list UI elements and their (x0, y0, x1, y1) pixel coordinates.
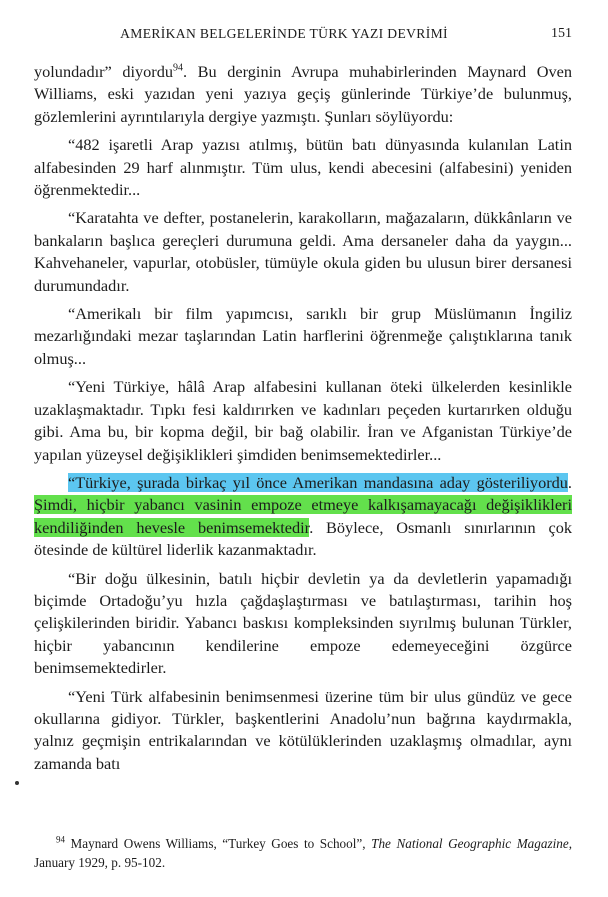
intro-paragraph (34, 61, 572, 128)
quote-paragraph-3: “Amerikalı bir film yapımcısı, sarıklı bir grup Müslümanın İngiliz mezarlığındaki mezar taşlarından Latin harflerini öğrenmeğe çalıştıklarına tanık olmuş... (34, 304, 572, 368)
footnotes (34, 834, 572, 872)
footnote-94 (34, 834, 572, 872)
quote-paragraph-6: “Bir doğu ülkesinin, batılı hiçbir devletin ya da devletlerin yapamadığı biçimde Ortadoğu’yu hızla çağdaşlaştırması ve batılaştırması, tarihin hoş çelişkilerinden biridir. Yabancı baskısı kompleksinden sıyrılmış bulunan Türkler, hiçbir yabancının kendilerine empoze edemeyeceğini özgürce benimsemektedirler. (34, 568, 572, 678)
quote-paragraph-4: “Yeni Türkiye, hâlâ Arap alfabesini kullanan öteki ülkelerden kesinlikle uzaklaşmaktadır. Tıpkı fesi kaldırırken ve kadınları peçeden kurtarırken olduğu gibi. Ama bu, bir kopma değil, bir bağ olabilir. İran ve Afganistan Türkiye’de yapılan yüzeysel değişiklikleri şimdiden benimsemektedirler... (34, 377, 572, 464)
sentence-separator: . (567, 472, 572, 492)
intro-text-continued: . Bu derginin Avrupa muhabirlerinden Maynard Oven Williams, eski yazıdan yeni yazıya geçiş günlerinde Türkiye’de bulunmuş, gözlemlerini ayrıntılarıyla dergiye yazmıştı. Şunları söylüyordu: (34, 62, 572, 126)
footnote-journal-title: The National Geographic Magazine (371, 836, 569, 851)
quote-paragraph-5 (34, 472, 572, 562)
margin-mark (15, 781, 19, 785)
page-header (36, 26, 572, 46)
intro-text: yolundadır” diyordu (34, 62, 174, 81)
highlight-green[interactable]: Şimdi, hiçbir yabancı vasinin empoze etmeye kalkışamayacağı değişiklikleri kendiliğinden hevesle benimsemektedir (34, 495, 572, 537)
highlight-blue[interactable]: “Türkiye, şurada birkaç yıl önce Amerikan mandasına aday gösteriliyordu (68, 472, 568, 492)
footnote-number: 94 (56, 834, 65, 845)
quote-paragraph-2: “Karatahta ve defter, postanelerin, karakolların, mağazaların, dükkânların ve bankaların başlıca gereçleri durumuna geldi. Ama dersaneler daha da yaygın... Kahvehaneler, vapurlar, otobüsler, tümüyle okula giden bu ulusun birer dersanesi durumundadır. (34, 208, 572, 295)
running-head: AMERİKAN BELGELERİNDE TÜRK YAZI DEVRİMİ (120, 26, 448, 41)
footnote-text: Maynard Owens Williams, “Turkey Goes to School”, (65, 836, 372, 851)
footnote-reference[interactable]: 94 (173, 62, 184, 74)
quote-paragraph-1: “482 işaretli Arap yazısı atılmış, bütün batı dünyasında kulanılan Latin alfabesinden 29 harf alınmıştır. Tüm ulus, kendi abecesini (alfabesini) yeniden öğrenmektedir... (34, 135, 572, 200)
quote-paragraph-5-rest: . Böylece, Osmanlı sınırlarının çok ötesinde de kültürel liderlik kazanmaktadır. (34, 517, 573, 560)
body-text (34, 61, 572, 775)
page-number: 151 (551, 26, 572, 41)
footnote-text-end: , January 1929, p. 95-102. (34, 836, 572, 870)
quote-paragraph-7: “Yeni Türk alfabesinin benimsenmesi üzerine tüm bir ulus gündüz ve gece okullarına gidiyor. Türkler, başkentlerini Anadolu’nun bağrına kaydırmakla, yalnız geçmişin entrikalarından ve kötülüklerinden uzaklaşmış olmadılar, aynı zamanda batı (34, 686, 572, 773)
